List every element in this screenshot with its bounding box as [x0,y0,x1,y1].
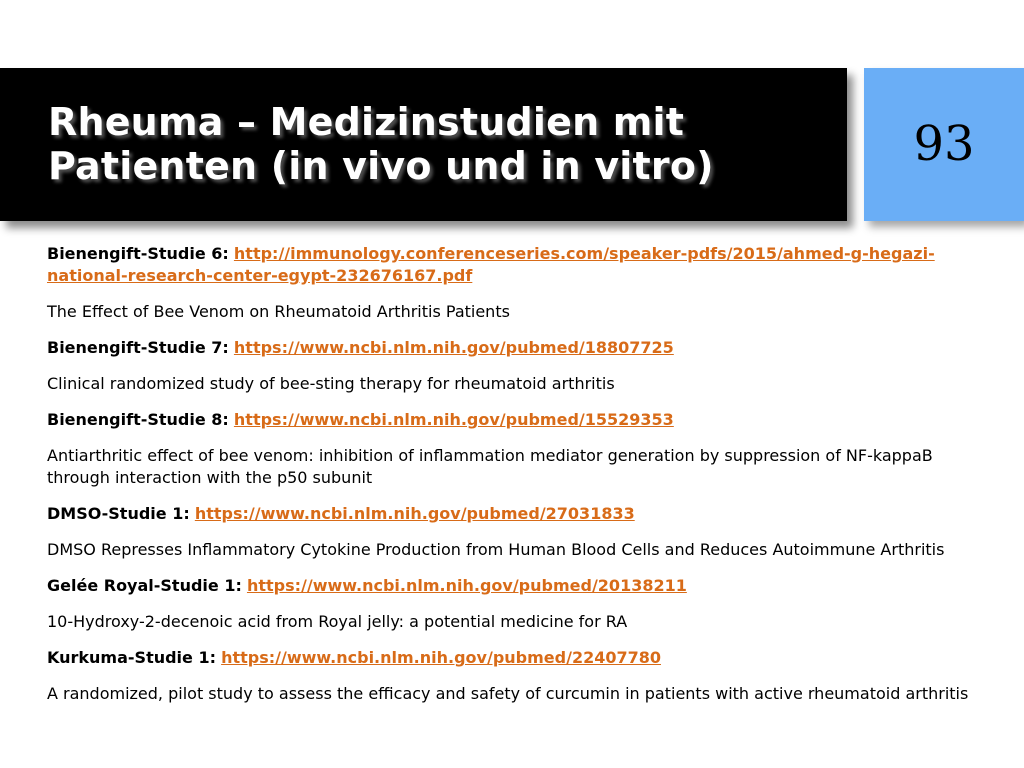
study-description: Antiarthritic effect of bee venom: inhibition of inflammation mediator generation by suppression of NF-kappaB through interaction with the p50 subunit [47,446,933,487]
study-link[interactable]: https://www.ncbi.nlm.nih.gov/pubmed/27031833 [194,504,635,523]
study-description: The Effect of Bee Venom on Rheumatoid Arthritis Patients [47,302,510,321]
study-link[interactable]: https://www.ncbi.nlm.nih.gov/pubmed/22407780 [221,648,661,667]
study-description: Clinical randomized study of bee-sting therapy for rheumatoid arthritis [47,374,615,393]
study-entry-heading [47,409,982,431]
study-entry-heading [47,337,982,359]
study-label: Bienengift-Studie 7: [47,338,229,357]
study-link[interactable]: https://www.ncbi.nlm.nih.gov/pubmed/20138211 [246,576,687,595]
page-number: 93 [913,116,975,172]
study-link[interactable]: https://www.ncbi.nlm.nih.gov/pubmed/18807725 [233,338,674,357]
study-label: Gelée Royal-Studie 1: [47,576,242,595]
study-entry-heading [47,647,982,669]
study-label: Kurkuma-Studie 1: [47,648,216,667]
study-description: DMSO Represses Inflammatory Cytokine Production from Human Blood Cells and Reduces Autoimmune Arthritis [47,540,945,559]
study-entry-heading [47,243,982,287]
study-link[interactable]: http://immunology.conferenceseries.com/speaker-pdfs/2015/ahmed-g-hegazi-national-research-center-egypt-232676167.pdf [47,244,935,285]
study-list [47,243,982,719]
study-link[interactable]: https://www.ncbi.nlm.nih.gov/pubmed/15529353 [233,410,674,429]
study-label: Bienengift-Studie 6: [47,244,229,263]
study-label: DMSO-Studie 1: [47,504,190,523]
study-label: Bienengift-Studie 8: [47,410,229,429]
study-description: 10-Hydroxy-2-decenoic acid from Royal jelly: a potential medicine for RA [47,612,628,631]
study-description: A randomized, pilot study to assess the efficacy and safety of curcumin in patients with active rheumatoid arthritis [47,684,969,703]
slide-title: Rheuma – Medizinstudien mit Patienten (in vivo und in vitro) [48,100,714,188]
study-entry-heading [47,575,982,597]
study-entry-heading [47,503,982,525]
